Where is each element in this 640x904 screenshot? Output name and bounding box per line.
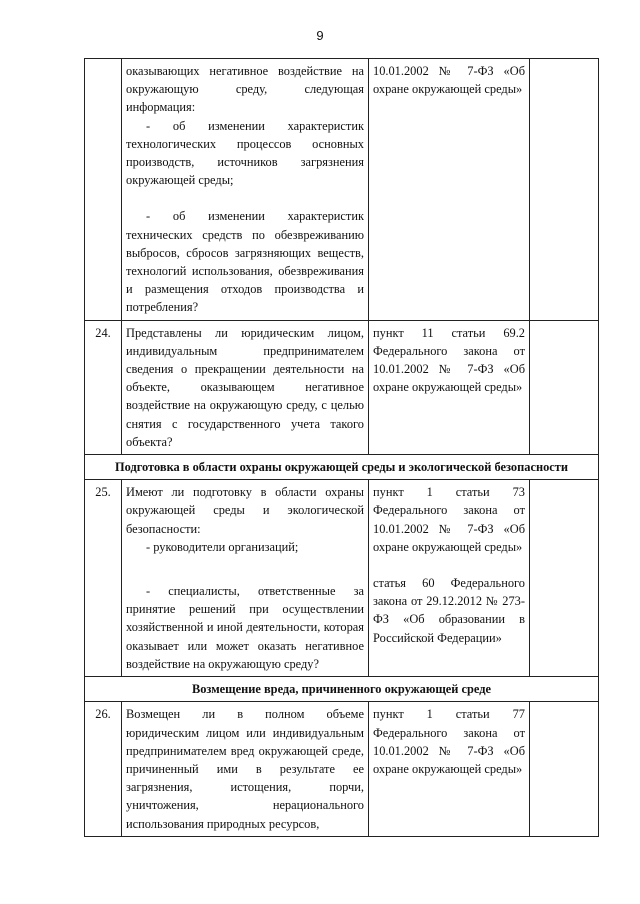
- section-row: [85, 677, 599, 702]
- page-number: 9: [316, 28, 324, 43]
- answer-cell: [530, 480, 599, 677]
- row-number-cell: 26.: [85, 702, 122, 836]
- answer-cell: [530, 59, 599, 321]
- question-text: - об изменении характеристик технических средств по обезвреживанию выбросов, сбросов загрязняющих веществ, технологий использования, обезвреживания и размещения отходов производства и потребления?: [126, 209, 364, 315]
- question-text: - руководители организаций;: [146, 539, 299, 554]
- reference-text: пункт 1 статьи 77 Федерального закона от 10.01.2002 № 7-ФЗ «Об охране окружающей среды»: [373, 707, 525, 776]
- reference-text: статья 60 Федерального закона от 29.12.2012 № 273-ФЗ «Об образовании в Российской Федерации»: [373, 576, 525, 645]
- row-number-cell: 25.: [85, 480, 122, 677]
- reference-cell: [369, 480, 530, 677]
- row-number-cell: 24.: [85, 320, 122, 454]
- section-row: [85, 455, 599, 480]
- table-row: [85, 320, 599, 454]
- reference-cell: [369, 59, 530, 321]
- reference-text: пункт 1 статьи 73 Федерального закона от 10.01.2002 № 7-ФЗ «Об охране окружающей среды»: [373, 485, 525, 554]
- question-cell: [122, 320, 369, 454]
- reference-text: пункт 11 статьи 69.2 Федерального закона от 10.01.2002 № 7-ФЗ «Об охране окружающей среды»: [373, 325, 525, 395]
- question-text: Имеют ли подготовку в области охраны окружающей среды и экологической безопасности:: [126, 485, 364, 536]
- table-row: [85, 59, 599, 321]
- table-row: [85, 702, 599, 836]
- question-cell: [122, 480, 369, 677]
- row-number-cell: [85, 59, 122, 321]
- question-cell: [122, 702, 369, 836]
- reference-cell: [369, 702, 530, 836]
- question-text: Представлены ли юридическим лицом, индивидуальным предпринимателем сведения о прекращении деятельности на объекте, оказывающем негативное воздействие на окружающую среду, с целью снятия с государственного учета такого объекта?: [126, 325, 364, 449]
- reference-text: 10.01.2002 № 7-ФЗ «Об охране окружающей среды»: [373, 64, 525, 97]
- question-text: - специалисты, ответственные за принятие решений при осуществлении хозяйственной и иной деятельности, которая оказывает или может оказать негативное воздействие на окружающую среду?: [126, 584, 364, 671]
- answer-cell: [530, 320, 599, 454]
- question-text: Возмещен ли в полном объеме юридическим лицом или индивидуальным предпринимателем вред окружающей среде, причиненный ими в результате ее загрязнения, истощения, порчи, уничтожения, нерационального использования природных ресурсов,: [126, 707, 364, 831]
- section-heading: Возмещение вреда, причиненного окружающей среде: [85, 677, 599, 702]
- section-heading: Подготовка в области охраны окружающей среды и экологической безопасности: [85, 455, 599, 480]
- question-cell: [122, 59, 369, 321]
- checklist-table: [84, 58, 599, 837]
- reference-cell: [369, 320, 530, 454]
- answer-cell: [530, 702, 599, 836]
- question-text: - об изменении характеристик технологических процессов основных производств, источников загрязнения окружающей среды;: [126, 118, 364, 188]
- question-text: оказывающих негативное воздействие на окружающую среду, следующая информация:: [126, 64, 364, 115]
- table-row: [85, 480, 599, 677]
